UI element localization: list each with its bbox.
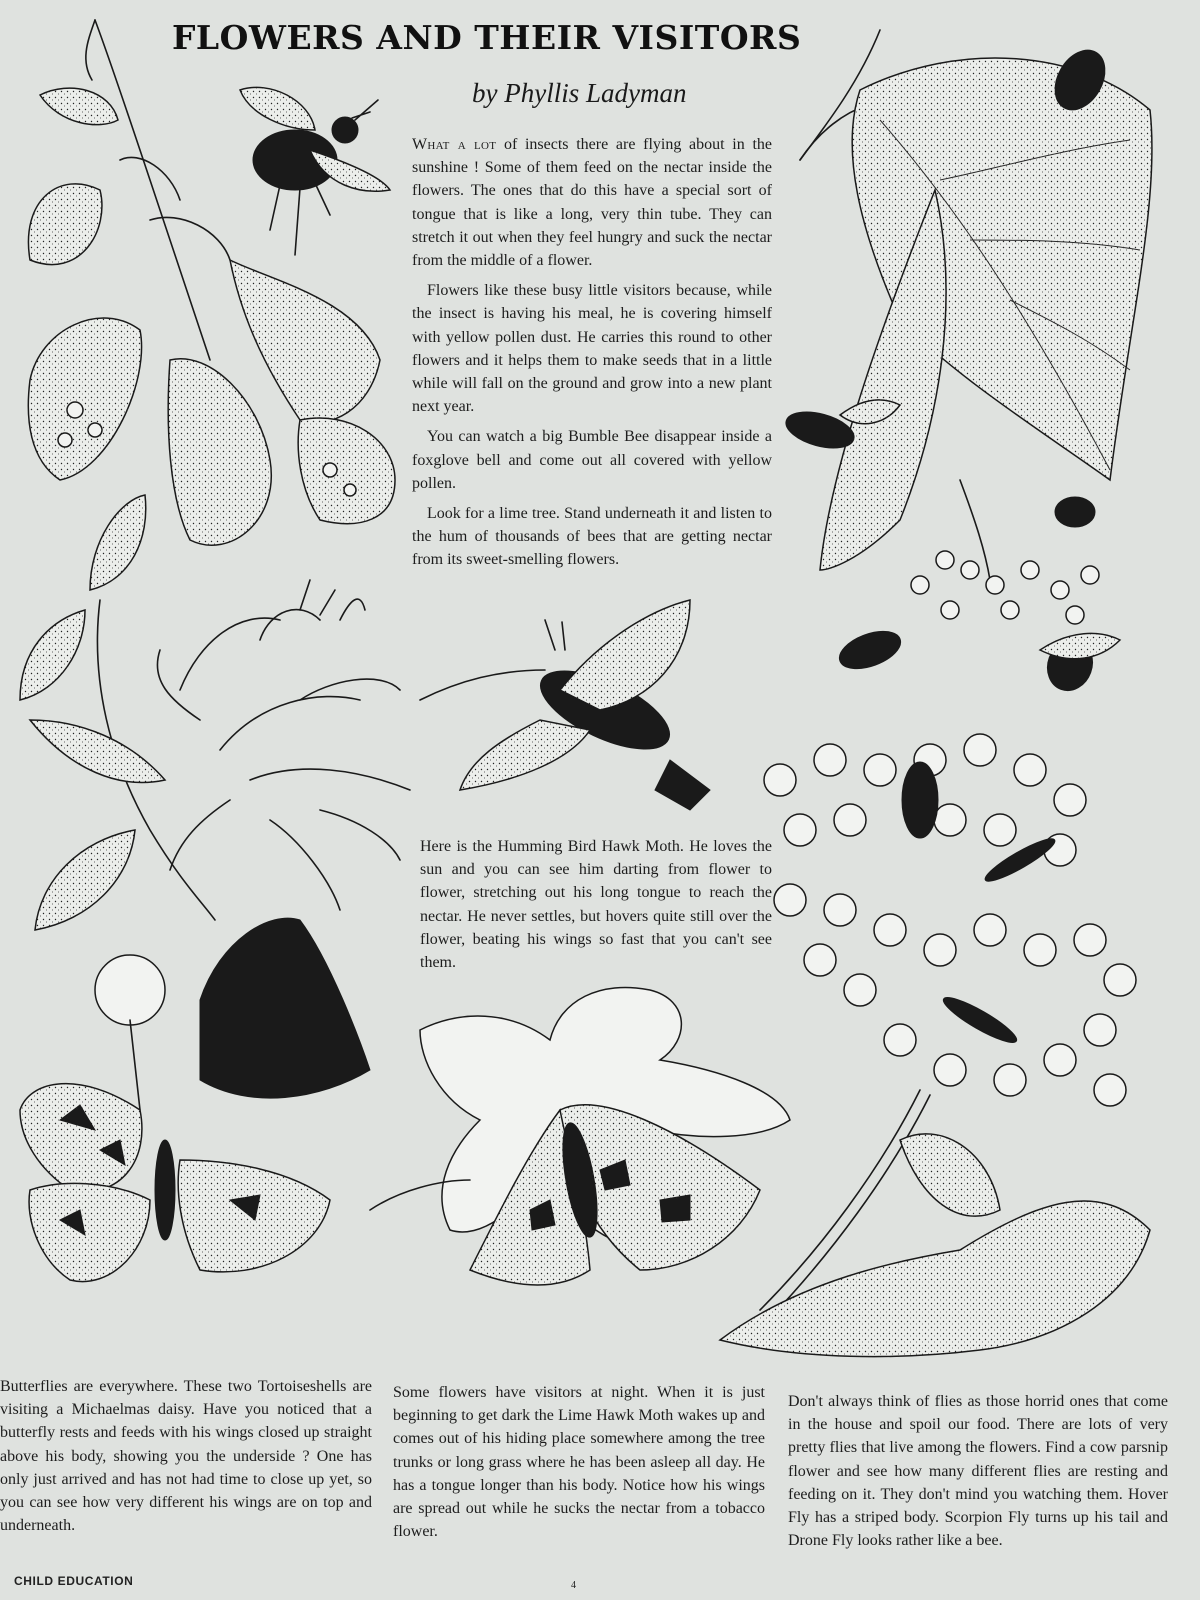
- article-byline: by Phyllis Ladyman: [472, 78, 687, 108]
- bumble-bee-illustration: [240, 87, 390, 255]
- article-title: FLOWERS AND THEIR VISITORS: [172, 18, 802, 57]
- lime-hawk-moth-illustration: [370, 987, 790, 1285]
- hawk-moth-text: Here is the Humming Bird Hawk Moth. He loves the sun and you can see him darting from flower to flower, stretching out his long tongue to reach the nectar. He never settles, but hovers quite still over the flower, beating his wings so fast that you can't see them.: [420, 838, 772, 972]
- intro-paragraph-4: Look for a lime tree. Stand underneath it and listen to the hum of thousands of bees that are getting nectar from its sweet-smelling flowers.: [412, 505, 772, 569]
- cow-parsnip-illustration: [720, 734, 1150, 1357]
- tortoiseshell-butterflies-illustration: [20, 918, 370, 1281]
- intro-text: [412, 133, 772, 579]
- flies-column: Don't always think of flies as those horrid ones that come in the house and spoil our food. There are lots of very pretty flies that live among the flowers. Find a cow parsnip flower and see how many different flies are resting and feeding on it. They don't mind you watching them. Hover Fly has a striped body. Scorpion Fly turns up his tail and Drone Fly looks rather like a bee.: [788, 1393, 1168, 1550]
- intro-paragraph-2: Flowers like these busy little visitors because, while the insect is having his meal, he is covering himself with yellow pollen dust. He carries this round to other flowers and it helps them to make seeds that in a little while will fall on the ground and grow into a new plant next year.: [412, 282, 772, 416]
- intro-paragraph-3: You can watch a big Bumble Bee disappear inside a foxglove bell and come out all covered with yellow pollen.: [412, 428, 772, 492]
- intro-lead-in: What a lot: [412, 136, 497, 153]
- lime-tree-illustration: [782, 30, 1152, 697]
- intro-paragraph-1: What a lot of insects there are flying about in the sunshine ! Some of them feed on the nectar inside the flowers. The ones that do this have a special sort of tongue that is like a long, very thin tube. They can stretch it out when they feel hungry and suck the nectar from the middle of a flower.: [412, 136, 772, 270]
- honeysuckle-illustration: [20, 495, 410, 930]
- foxglove-illustration: [28, 20, 395, 545]
- lime-flowers: [911, 551, 1099, 624]
- hummingbird-hawk-moth-illustration: [420, 600, 710, 810]
- night-visitors-column: Some flowers have visitors at night. When it is just beginning to get dark the Lime Hawk Moth wakes up and comes out of his hiding place somewhere among the tree trunks or long grass where he has been asleep all day. He has a tongue longer than his body. Notice how his wings are spread out while he sucks the nectar from a tobacco flower.: [393, 1384, 765, 1541]
- page-number: 4: [571, 1580, 576, 1591]
- magazine-name: CHILD EDUCATION: [14, 1574, 134, 1588]
- butterflies-column: Butterflies are everywhere. These two Tortoiseshells are visiting a Michaelmas daisy. Have you noticed that a butterfly rests and feeds with his wings closed up straight above his body, showing you the underside ? One has only just arrived and has not had time to close up yet, so you can see how very different his wings are on top and underneath.: [0, 1378, 372, 1535]
